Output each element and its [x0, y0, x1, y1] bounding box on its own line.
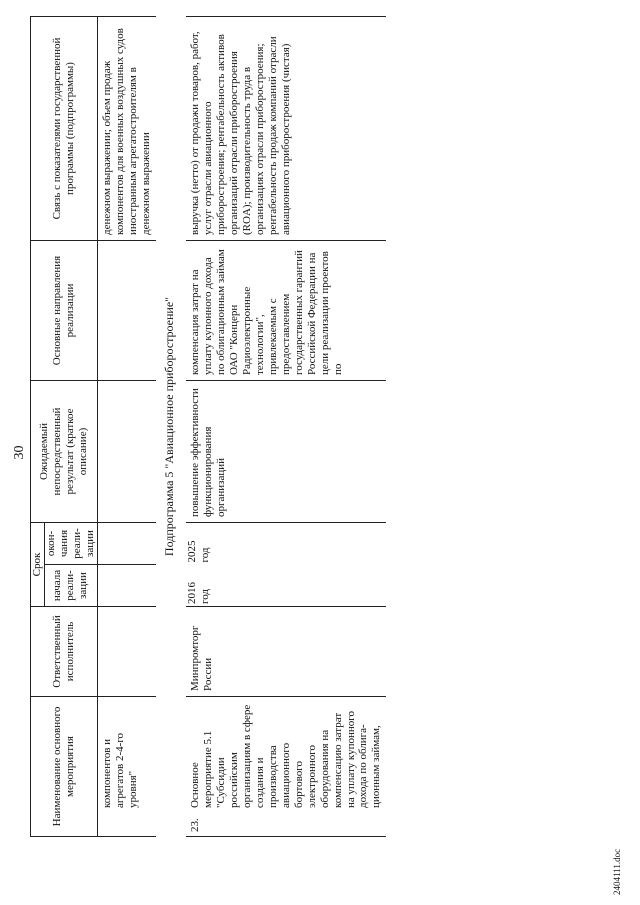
row-end: 2025 год — [186, 523, 387, 565]
header-result: Ожидаемый непосредственный результат (краткое описание) — [31, 381, 98, 523]
row-result: повышение эффективности функционирования организаций — [186, 381, 387, 523]
subprogram-row — [156, 17, 186, 837]
continuation-row — [97, 17, 155, 837]
measures-table — [30, 16, 386, 837]
row-directions: компенсация затрат на уплату купонного дохода по облигационным займам ОАО "Концерн Радиоэлектронные технологии", привлекаемым с предоставлением государственных гарантий Российской Федерации на цели реализации проектов по — [186, 241, 387, 381]
header-executor: Ответственный исполнитель — [31, 607, 98, 697]
continuation-link: денежном выражении; объем продаж компонентов для военных воздушных судов иностранным агрегатостроителям в денежном выражении — [97, 17, 155, 241]
header-term: Срок — [31, 523, 45, 607]
row-start: 2016 год — [186, 565, 387, 607]
row-executor: Минпромторг России — [186, 607, 387, 697]
row-number: 23. — [188, 818, 201, 832]
subprogram-title: Подпрограмма 5 "Авиационное приборостроение" — [161, 296, 176, 557]
row-link: выручка (нетто) от продажи товаров, работ, услуг отрасли авиационного приборостроения; рентабельность активов организаций отрасли приборостроения (ROA); производительность труда в организациях отрасли приборостроения; рентабельность продаж компаний отрасли авиационного приборостроения (чистая) — [186, 17, 387, 241]
footer-filename: 2404111.doc — [612, 848, 622, 895]
header-directions: Основные направления реализации — [31, 241, 98, 381]
table-row — [186, 17, 387, 837]
header-link: Связь с показателями государственной программы (подпрограммы) — [31, 17, 98, 241]
header-start: начала реали-зации — [44, 565, 97, 607]
row-name: Основное мероприятие 5.1 "Субсидии российским организациям в сфере создания и производства авиационного бортового электронного оборудования на компенсацию затрат на уплату купонного дохода по облига-ционным займам, — [188, 704, 383, 808]
page-number: 30 — [12, 445, 27, 460]
header-end: окон-чания реали-зации — [44, 523, 97, 565]
header-name: Наименование основного мероприятия — [31, 697, 98, 837]
continuation-name: компонентов и агрегатов 2-4-го уровня" — [97, 697, 155, 837]
